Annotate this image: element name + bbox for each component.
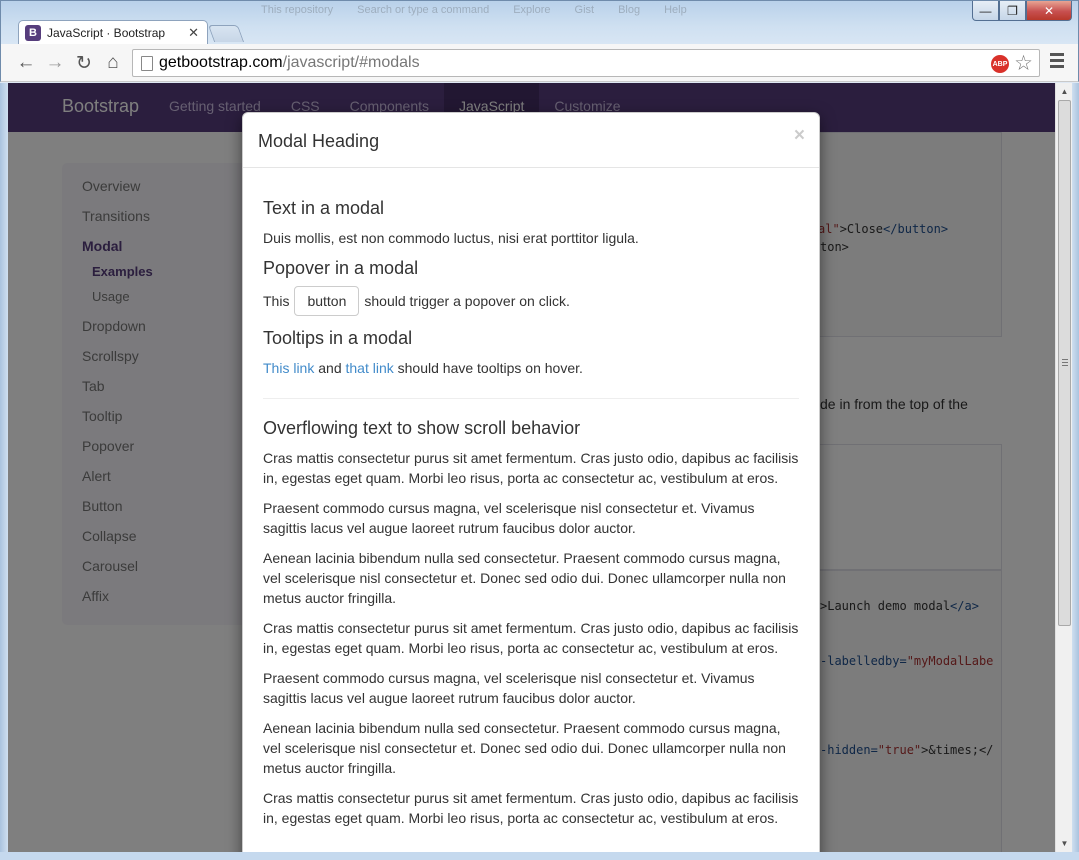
ghost-item: Explore xyxy=(513,4,551,16)
tooltip-link-this[interactable]: This link xyxy=(263,360,315,376)
tooltip-suffix: should have tooltips on hover. xyxy=(397,360,583,376)
modal-body xyxy=(243,168,819,828)
overflow-paragraph: Cras mattis consectetur purus sit amet fermentum. Cras justo odio, dapibus ac facilisis in, egestas eget quam. Morbi leo risus, porta ac consectetur ac, vestibulum at eros. xyxy=(263,790,799,826)
chrome-menu-icon[interactable] xyxy=(1050,53,1064,68)
overflow-paragraph: Praesent commodo cursus magna, vel scelerisque nisl consectetur et. Vivamus sagittis lacus vel augue laoreet rutrum faucibus dolor auctor. xyxy=(263,500,755,536)
adblock-plus-icon[interactable]: ABP xyxy=(991,55,1009,73)
overflow-paragraph: Aenean lacinia bibendum nulla sed consectetur. Praesent commodo cursus magna, vel scelerisque nisl consectetur et. Donec sed odio dui. Donec ullamcorper nulla non metus auctor fringilla. xyxy=(263,550,786,606)
maximize-button[interactable]: ❐ xyxy=(999,1,1026,21)
url-text xyxy=(159,54,420,72)
url-path: /javascript/#modals xyxy=(282,54,420,71)
modal-dialog xyxy=(242,112,820,852)
section-heading: Text in a modal xyxy=(263,198,385,218)
close-window-button[interactable]: ✕ xyxy=(1026,1,1072,21)
background-window-ghost xyxy=(201,1,841,19)
overflow-heading: Overflowing text to show scroll behavior xyxy=(263,418,581,438)
forward-arrow-icon[interactable]: → xyxy=(45,52,65,73)
overflow-paragraph: Cras mattis consectetur purus sit amet fermentum. Cras justo odio, dapibus ac facilisis in, egestas eget quam. Morbi leo risus, porta ac consectetur ac, vestibulum at eros. xyxy=(263,450,799,486)
section-text: Duis mollis, est non commodo luctus, nisi erat porttitor ligula. xyxy=(263,230,639,246)
modal-header xyxy=(243,113,819,168)
page-icon xyxy=(141,56,153,71)
tooltips-section xyxy=(263,328,799,378)
ghost-item: Gist xyxy=(574,4,595,16)
ghost-item: Search or type a command xyxy=(357,4,490,16)
window-frame-right xyxy=(1072,83,1079,860)
modal-close-icon[interactable]: × xyxy=(793,125,805,146)
section-heading: Tooltips in a modal xyxy=(263,328,413,348)
overflow-paragraph: Aenean lacinia bibendum nulla sed consectetur. Praesent commodo cursus magna, vel scelerisque nisl consectetur et. Donec sed odio dui. Donec ullamcorper nulla non metus auctor fringilla. xyxy=(263,720,786,776)
popover-line xyxy=(263,286,799,316)
tooltips-line xyxy=(263,358,799,378)
scroll-up-arrow-icon[interactable]: ▲ xyxy=(1060,87,1069,96)
overflow-paragraph: Cras mattis consectetur purus sit amet fermentum. Cras justo odio, dapibus ac facilisis in, egestas eget quam. Morbi leo risus, porta ac consectetur ac, vestibulum at eros. xyxy=(263,620,799,656)
popover-suffix: should trigger a popover on click. xyxy=(364,293,570,309)
modal-title: Modal Heading xyxy=(258,131,380,151)
tooltip-link-that[interactable]: that link xyxy=(345,360,394,376)
scroll-grip-icon xyxy=(1062,359,1068,368)
browser-toolbar xyxy=(0,44,1079,82)
overflow-paragraph: Praesent commodo cursus magna, vel scelerisque nisl consectetur et. Vivamus sagittis lacus vel augue laoreet rutrum faucibus dolor auctor. xyxy=(263,670,755,706)
popover-prefix: This xyxy=(263,293,290,309)
minimize-button[interactable]: — xyxy=(972,1,999,21)
popover-button[interactable]: button xyxy=(294,286,359,316)
divider xyxy=(263,398,799,399)
section-heading: Popover in a modal xyxy=(263,258,419,278)
address-bar[interactable] xyxy=(132,49,1040,77)
text-section xyxy=(263,198,799,248)
ghost-item: Blog xyxy=(618,4,641,16)
new-tab-button[interactable] xyxy=(208,25,244,42)
ghost-item: This repository xyxy=(261,4,334,16)
tab-title: JavaScript · Bootstrap xyxy=(47,26,166,40)
tab-close-icon[interactable]: ✕ xyxy=(188,25,199,40)
page-scrollbar[interactable] xyxy=(1055,83,1072,852)
scroll-down-arrow-icon[interactable]: ▼ xyxy=(1060,839,1069,848)
window-controls xyxy=(972,1,1072,21)
bookmark-star-icon[interactable]: ☆ xyxy=(1014,52,1033,75)
tooltip-and: and xyxy=(318,360,342,376)
page-viewport xyxy=(8,83,1055,852)
browser-tab-active[interactable] xyxy=(18,20,208,45)
popover-section xyxy=(263,258,799,316)
url-host: getbootstrap.com xyxy=(159,54,283,71)
reload-icon[interactable]: ↻ xyxy=(76,52,92,74)
home-icon[interactable]: ⌂ xyxy=(107,52,119,73)
scroll-thumb[interactable] xyxy=(1058,100,1071,626)
ghost-item: Help xyxy=(664,4,687,16)
back-arrow-icon[interactable]: ← xyxy=(16,52,36,73)
window-frame-left xyxy=(0,83,8,860)
window-frame-bottom xyxy=(0,852,1079,860)
bootstrap-favicon-icon: B xyxy=(25,25,41,41)
